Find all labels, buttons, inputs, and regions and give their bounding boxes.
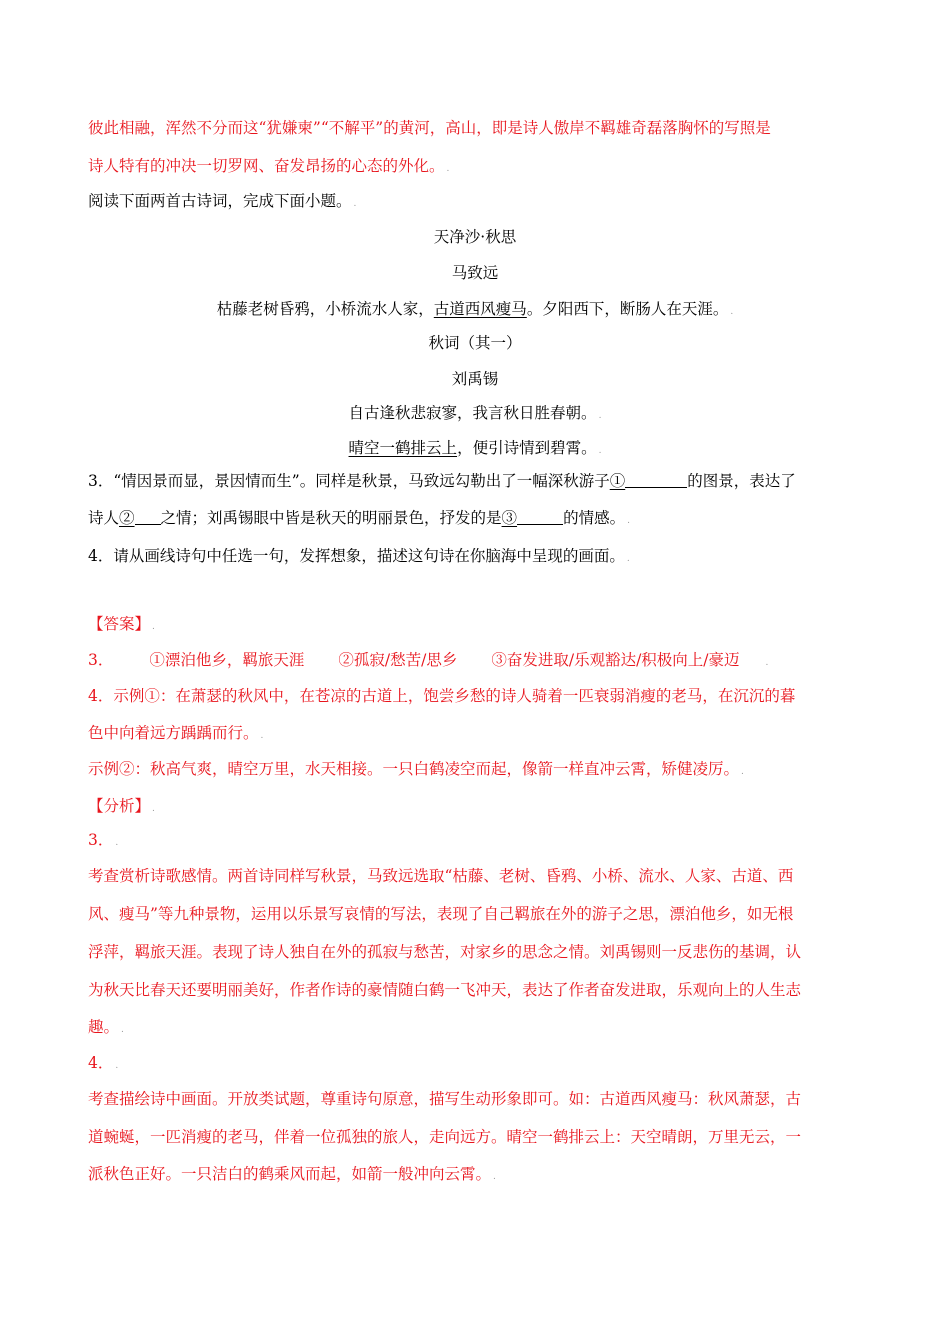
analysis-3-number-text: 3．: [88, 831, 114, 849]
analysis-3-text-5: 趣。: [88, 1018, 120, 1036]
poem1-line: 枯藤老树昏鸦，小桥流水人家，古道西风瘦马。夕阳西下，断肠人在天涯。 .: [216, 300, 734, 318]
poem1-line-part-b: 。夕阳西下，断肠人在天涯。: [526, 300, 729, 318]
analysis-header-text: 【分析】: [88, 797, 151, 815]
answer-4-line-1: [88, 685, 868, 707]
analysis-3-text-4: 为秋天比春天还要明丽美好，作者作诗的豪情随白鹤一飞冲天，表达了作者奋发进取，乐观向上的人生志: [88, 981, 802, 999]
q3-text-2: 的图景，表达了: [687, 472, 796, 490]
intro-text-2: 诗人特有的冲决一切罗网、奋发昂扬的心态的外化。: [88, 157, 445, 175]
answer-4-line-2: 色中向着远方踽踽而行。 .: [88, 724, 264, 742]
poem2-underlined-phrase: 晴空一鹤排云上: [348, 439, 458, 457]
poem2-line-2-part-b: ，便引诗情到碧霄。: [457, 439, 597, 457]
poem1-author-text: 马致远: [451, 264, 499, 282]
answer-header: 【答案】 .: [88, 615, 155, 633]
analysis-3-text-1: 考查赏析诗歌感情。两首诗同样写秋景，马致远选取“枯藤、老树、昏鸦、小桥、流水、人家、古道、西: [88, 867, 794, 885]
poem1-line-part-a: 枯藤老树昏鸦，小桥流水人家，: [216, 300, 434, 318]
poem2-line-1: 自古逢秋悲寂寥，我言秋日胜春朝。 .: [348, 404, 602, 422]
poem2-author: [0, 368, 950, 390]
analysis-4-text-1: 考查描绘诗中画面。开放类试题，尊重诗句原意，描写生动形象即可。如：古道西风瘦马：秋风萧瑟，古: [88, 1090, 802, 1108]
answer-3: 3． ①漂泊他乡，羁旅天涯 ②孤寂/愁苦/思乡 ③奋发进取/乐观豁达/积极向上/豪迈 .: [88, 651, 769, 669]
poem1-title: [0, 226, 950, 248]
intro-line-2: 诗人特有的冲决一切罗网、奋发昂扬的心态的外化。 .: [88, 157, 450, 175]
answer-3-number: 3．: [88, 651, 114, 669]
poem2-line-1-text: 自古逢秋悲寂寥，我言秋日胜春朝。: [348, 404, 597, 422]
poem2-author-text: 刘禹锡: [451, 370, 499, 388]
poem1-title-text: 天净沙·秋思: [433, 228, 517, 246]
analysis-4-line-1: [88, 1088, 868, 1110]
answer-header-text: 【答案】: [88, 615, 151, 633]
poem1-author: [0, 262, 950, 284]
intro-text-1: 彼此相融，浑然不分而这“犹嫌柬”“不解平”的黄河，高山，即是诗人傲岸不羁雄奇磊落胸怀的写照是: [88, 119, 771, 137]
analysis-3-number: 3． .: [88, 831, 119, 849]
poem2-line-2: 晴空一鹤排云上，便引诗情到碧霄。 .: [348, 439, 602, 457]
answer-4-text-1: 4．示例①：在萧瑟的秋风中，在苍凉的古道上，饱尝乡愁的诗人骑着一匹衰弱消瘦的老马，在沉沉的暮: [88, 687, 796, 705]
analysis-3-line-5: 趣。 .: [88, 1018, 124, 1036]
poem1-underlined-phrase: 古道西风瘦马: [433, 300, 527, 318]
analysis-3-line-4: [88, 979, 868, 1001]
analysis-3-text-3: 浮萍，羁旅天涯。表现了诗人独自在外的孤寂与愁苦，对家乡的思念之情。刘禹锡则一反悲伤的基调，认: [88, 943, 802, 961]
analysis-header: 【分析】 .: [88, 797, 155, 815]
q3-text-1: 3．“情因景而显，景因情而生”。同样是秋景，马致远勾勒出了一幅深秋游子: [88, 472, 610, 490]
analysis-3-line-2: [88, 903, 868, 925]
q3-text-5: 的情感。: [563, 509, 626, 527]
answer-4-line-3: 示例②：秋高气爽，晴空万里，水天相接。一只白鹤凌空而起，像箭一样直冲云霄，矫健凌厉。 .: [88, 760, 744, 778]
analysis-4-text-3: 派秋色正好。一只洁白的鹤乘风而起，如箭一般冲向云霄。: [88, 1165, 492, 1183]
q3-blank-3: [517, 508, 563, 525]
analysis-4-number-text: 4．: [88, 1054, 114, 1072]
question-3-line-2: 诗人② 之情；刘禹锡眼中皆是秋天的明丽景色，抒发的是③ 的情感。 .: [88, 509, 630, 527]
poem2-title: [0, 332, 950, 354]
q3-text-3: 诗人: [88, 509, 120, 527]
answer-3-item-2: ②孤寂/愁苦/思乡: [338, 651, 458, 669]
q3-blank-1-number: ①: [609, 472, 626, 490]
question-4: 4．请从画线诗句中任选一句，发挥想象，描述这句诗在你脑海中呈现的画面。 .: [88, 547, 630, 565]
answer-4-text-3: 示例②：秋高气爽，晴空万里，水天相接。一只白鹤凌空而起，像箭一样直冲云霄，矫健凌厉。: [88, 760, 740, 778]
analysis-4-text-2: 道蜿蜒，一匹消瘦的老马，伴着一位孤独的旅人，走向远方。晴空一鹤排云上：天空晴朗，万里无云，一: [88, 1128, 802, 1146]
analysis-4-line-2: [88, 1126, 868, 1148]
q3-blank-2-number: ②: [119, 509, 135, 527]
question-3-line-1: [88, 470, 868, 492]
q3-blank-1: [625, 471, 687, 488]
analysis-3-line-3: [88, 941, 868, 963]
analysis-4-line-3: 派秋色正好。一只洁白的鹤乘风而起，如箭一般冲向云霄。 .: [88, 1165, 496, 1183]
analysis-4-number: 4． .: [88, 1054, 119, 1072]
answer-3-item-3: ③奋发进取/乐观豁达/积极向上/豪迈: [491, 651, 740, 669]
intro-line-1: [88, 117, 868, 139]
analysis-3-line-1: [88, 865, 868, 887]
instruction-text: 阅读下面两首古诗词，完成下面小题。: [88, 192, 352, 210]
poem2-title-text: 秋词（其一）: [428, 334, 522, 352]
q3-blank-2: [135, 508, 161, 525]
answer-4-text-2: 色中向着远方踽踽而行。: [88, 724, 259, 742]
instruction: 阅读下面两首古诗词，完成下面小题。 .: [88, 192, 357, 210]
q3-text-4: 之情；刘禹锡眼中皆是秋天的明丽景色，抒发的是: [160, 509, 502, 527]
q4-text: 4．请从画线诗句中任选一句，发挥想象，描述这句诗在你脑海中呈现的画面。: [88, 547, 625, 565]
q3-blank-3-number: ③: [501, 509, 518, 527]
analysis-3-text-2: 风、瘦马”等九种景物，运用以乐景写哀情的写法，表现了自己羁旅在外的游子之思，漂泊他乡，如无根: [88, 905, 794, 923]
answer-3-item-1: ①漂泊他乡，羁旅天涯: [149, 651, 305, 669]
